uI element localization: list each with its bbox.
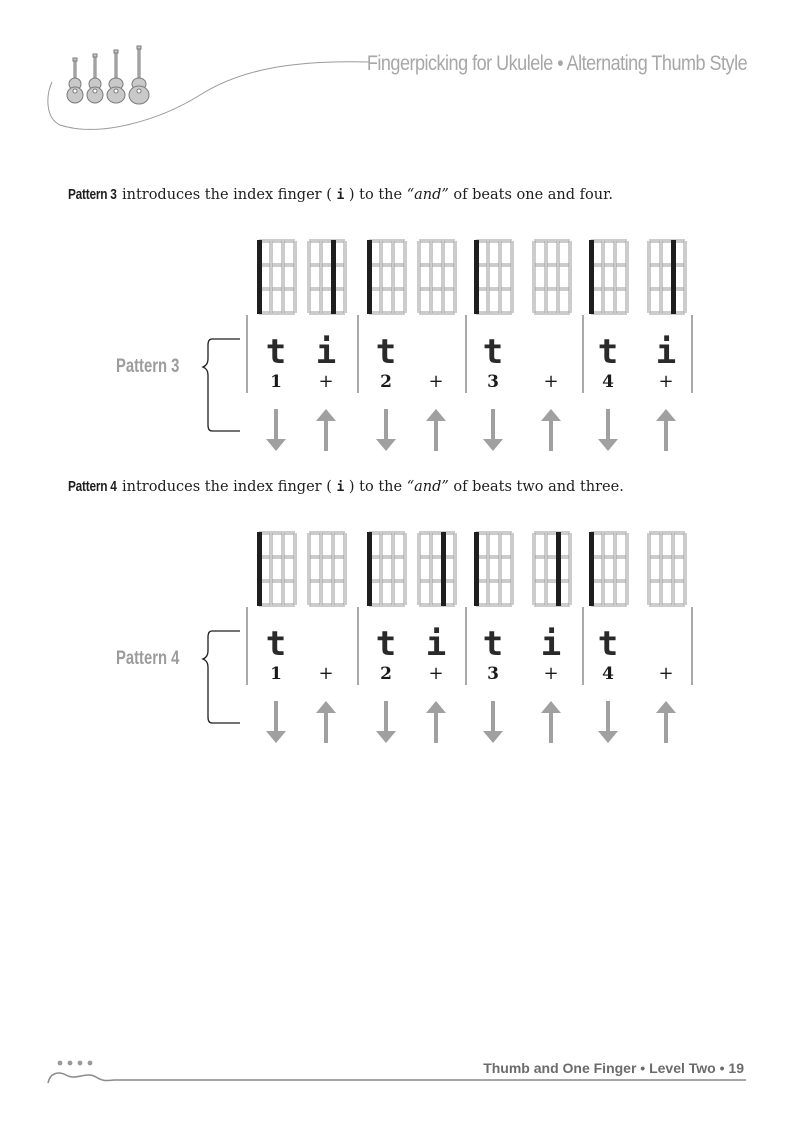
and-count: +	[658, 371, 674, 392]
fret-diagram-icon	[649, 533, 685, 605]
beat-count: 4	[602, 664, 614, 684]
up-arrow-icon	[541, 409, 561, 451]
fret-diagram-icon	[534, 532, 570, 606]
beat-count: 4	[602, 372, 614, 392]
description-text: of beats two and three.	[448, 479, 624, 495]
brace-icon	[203, 339, 240, 431]
beat-count: 1	[270, 664, 282, 684]
and-count: +	[318, 663, 334, 684]
and-count: +	[658, 663, 674, 684]
description-text: introduces the index finger (	[117, 479, 337, 495]
brace-icon	[203, 631, 240, 723]
fret-diagram-icon	[367, 240, 405, 314]
thumb-finger: t	[482, 332, 504, 372]
thumb-finger: t	[265, 332, 287, 372]
index-finger: i	[425, 624, 447, 664]
beat-count: 2	[380, 372, 392, 392]
and-count: +	[428, 663, 444, 684]
up-arrow-icon	[541, 701, 561, 743]
pattern-label: Pattern 3	[116, 356, 180, 377]
fret-diagram-icon	[419, 532, 455, 606]
down-arrow-icon	[376, 409, 396, 451]
thumb-finger: t	[597, 624, 619, 664]
and-count: +	[318, 371, 334, 392]
pattern-3-lead: Pattern 3	[68, 187, 117, 203]
index-finger-symbol: i	[336, 188, 345, 203]
fret-diagram-icon	[419, 241, 455, 313]
ukulele-logo	[40, 40, 380, 135]
thumb-finger: t	[265, 624, 287, 664]
index-finger-symbol: i	[336, 480, 345, 495]
description-text: introduces the index finger (	[117, 187, 337, 203]
down-arrow-icon	[483, 701, 503, 743]
index-finger: i	[315, 332, 337, 372]
beat-count: 1	[270, 372, 282, 392]
description-text: ) to the	[344, 187, 407, 203]
description-text: ) to the	[344, 479, 407, 495]
fret-diagram-icon	[257, 532, 295, 606]
fret-diagram-icon	[309, 533, 345, 605]
pattern-4-lead: Pattern 4	[68, 479, 117, 495]
down-arrow-icon	[598, 409, 618, 451]
footer-text: Thumb and One Finger • Level Two • 19	[483, 1060, 744, 1076]
and-term: “and”	[406, 479, 449, 495]
fret-diagram-icon	[474, 240, 512, 314]
ukulele-icon	[67, 46, 149, 104]
down-arrow-icon	[483, 409, 503, 451]
fret-diagram-icon	[474, 532, 512, 606]
up-arrow-icon	[656, 409, 676, 451]
fret-diagram-icon	[589, 240, 627, 314]
down-arrow-icon	[376, 701, 396, 743]
up-arrow-icon	[656, 701, 676, 743]
pattern-3-description	[68, 187, 613, 203]
and-term: “and”	[406, 187, 449, 203]
up-arrow-icon	[426, 409, 446, 451]
index-finger: i	[655, 332, 677, 372]
thumb-finger: t	[482, 624, 504, 664]
fret-diagram-icon	[257, 240, 295, 314]
up-arrow-icon	[316, 409, 336, 451]
and-count: +	[543, 663, 559, 684]
index-finger: i	[540, 624, 562, 664]
page-header-title: Fingerpicking for Ukulele • Alternating Thumb Style	[366, 52, 747, 75]
pattern-label: Pattern 4	[116, 648, 180, 669]
fret-diagram-icon	[309, 240, 345, 314]
up-arrow-icon	[426, 701, 446, 743]
down-arrow-icon	[266, 701, 286, 743]
description-text: of beats one and four.	[448, 187, 614, 203]
beat-count: 3	[487, 372, 499, 392]
down-arrow-icon	[598, 701, 618, 743]
and-count: +	[428, 371, 444, 392]
beat-count: 3	[487, 664, 499, 684]
thumb-finger: t	[597, 332, 619, 372]
fret-diagram-icon	[649, 240, 685, 314]
fret-diagram-icon	[367, 532, 405, 606]
thumb-finger: t	[375, 332, 397, 372]
fret-diagram-icon	[589, 532, 627, 606]
and-count: +	[543, 371, 559, 392]
fret-diagram-icon	[534, 241, 570, 313]
pattern-4-description	[68, 479, 624, 495]
beat-count: 2	[380, 664, 392, 684]
up-arrow-icon	[316, 701, 336, 743]
thumb-finger: t	[375, 624, 397, 664]
down-arrow-icon	[266, 409, 286, 451]
